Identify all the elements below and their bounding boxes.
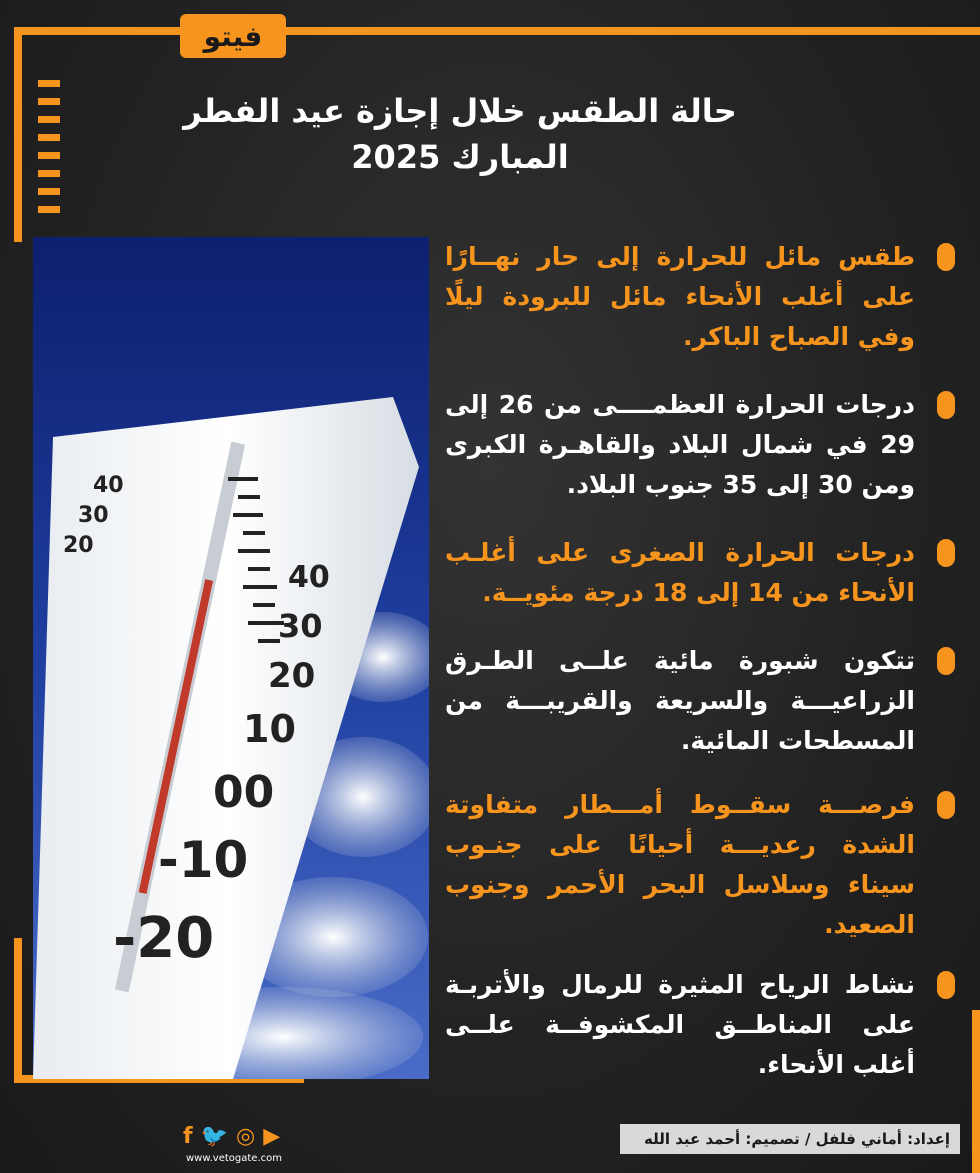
right-scale-20: 20 — [268, 656, 316, 696]
social-icons — [183, 1124, 280, 1149]
frame-right-line — [972, 1010, 980, 1173]
website-url: www.vetogate.com — [186, 1153, 282, 1164]
credits-bar: إعداد: أماني فلفل / تصميم: أحمد عبد الله — [620, 1124, 960, 1154]
right-scale-40: 40 — [288, 560, 330, 595]
right-scale-00: 00 — [213, 767, 275, 818]
decorative-dashes-top — [38, 80, 60, 224]
bullet-text-6: نشاط الرياح المثيرة للرمال والأتربـة على المناطــق المكشوفــة علــى أغلب الأنحاء. — [445, 970, 915, 1079]
frame-top-right-line — [286, 27, 980, 35]
left-scale-40: 40 — [93, 473, 124, 498]
bullet-dot — [937, 791, 955, 819]
bullet-text-4: تتكون شبورة مائية علــى الطـرق الزراعيـــة والسريعة والقريبـــة من المسطحات المائية. — [445, 646, 915, 755]
twitter-icon[interactable]: 🐦 — [200, 1124, 228, 1149]
frame-left-line — [14, 27, 22, 242]
bullet-dot — [937, 971, 955, 999]
bullet-text-2: درجات الحرارة العظمــــى من 26 إلى 29 في شمال البلاد والقاهـرة الكبرى ومن 30 إلى 35 جنوب البلاد. — [445, 390, 915, 499]
bullet-text-1: طقس مائل للحرارة إلى حار نهــارًا على أغلب الأنحاء مائل للبرودة ليلًا وفي الصباح الباكر. — [445, 242, 915, 351]
frame-left-bottom-line — [14, 938, 22, 1083]
left-scale-20: 20 — [63, 533, 94, 558]
frame-top-line — [14, 27, 180, 35]
bullet-text-5: فرصـــة سقــوط أمـــطار متفاوتة الشدة رعديـــة أحيانًا على جنـوب سيناء وسلاسل البحر الأحمر وجنوب الصعيد. — [445, 790, 915, 939]
bullet-dot — [937, 243, 955, 271]
facebook-icon[interactable]: f — [183, 1124, 193, 1149]
right-scale-minus-10: -10 — [158, 831, 249, 889]
left-scale-30: 30 — [78, 503, 109, 528]
bullet-dot — [937, 539, 955, 567]
bullet-text-3: درجات الحرارة الصغرى على أغلـب الأنحاء من 14 إلى 18 درجة مئويــة. — [445, 538, 915, 607]
bullet-dot — [937, 647, 955, 675]
right-scale-minus-20: -20 — [113, 906, 215, 971]
thermometer-photo — [33, 237, 429, 1079]
right-scale-30: 30 — [278, 607, 323, 645]
page-title: حالة الطقس خلال إجازة عيد الفطر المبارك 2025 — [183, 92, 737, 176]
bullet-dot — [937, 391, 955, 419]
right-scale-10: 10 — [243, 707, 296, 751]
instagram-icon[interactable]: ◎ — [235, 1124, 256, 1149]
youtube-icon[interactable]: ▶ — [263, 1124, 281, 1149]
brand-logo: فيتو — [180, 14, 286, 58]
